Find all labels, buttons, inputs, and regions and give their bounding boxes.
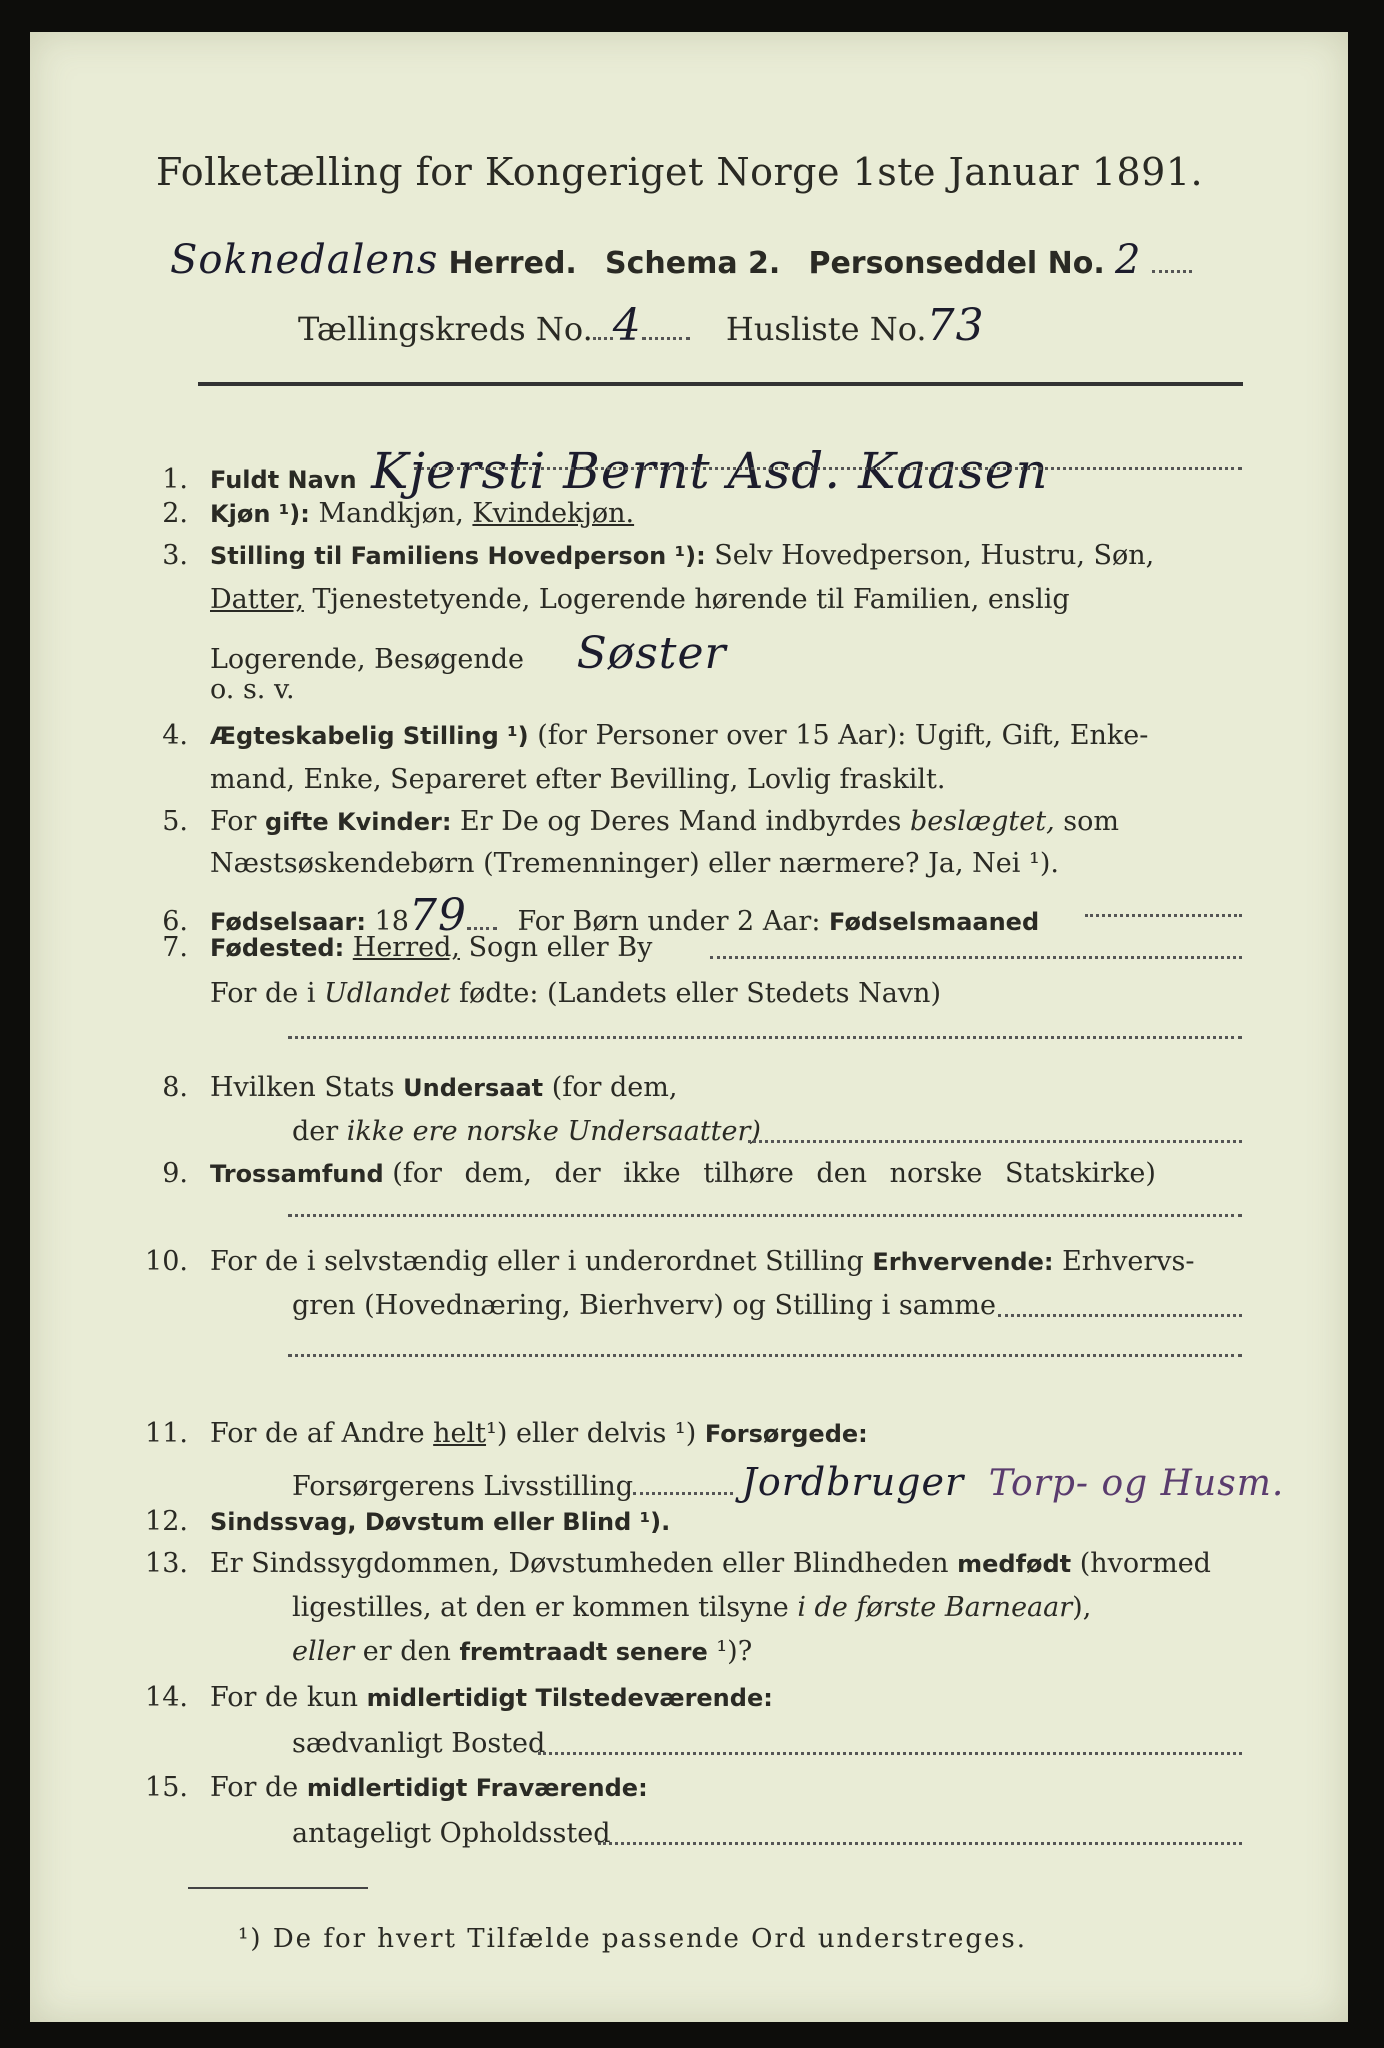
q9-text: (for dem, der ikke tilhøre den norske Statskirke) — [392, 1158, 1156, 1189]
q11-answer-2: Torp- og Husm. — [988, 1463, 1285, 1504]
q2-row — [140, 498, 634, 529]
q14-text-a: For de kun — [210, 1682, 358, 1713]
q12-number: 12. — [145, 1506, 188, 1537]
dot-leader — [1152, 262, 1192, 273]
q4-number: 4. — [162, 720, 188, 751]
q15-number: 15. — [145, 1772, 188, 1803]
q9-row — [140, 1158, 1156, 1189]
q3-text-3: Logerende, Besøgende — [210, 644, 524, 675]
q1-number: 1. — [162, 464, 188, 495]
dot-leader — [642, 329, 690, 340]
q6-label: Fødselsaar: — [210, 908, 366, 936]
q13-text-a: Er Sindssygdommen, Døvstumheden eller Blindheden — [210, 1548, 949, 1579]
q14-label: midlertidigt Tilstedeværende: — [366, 1684, 773, 1712]
q11-row-2 — [292, 1460, 1284, 1504]
q11-label: Forsørgede: — [704, 1420, 868, 1448]
q7-label: Fødested: — [210, 934, 345, 962]
dot-leader — [633, 1484, 733, 1495]
q10-answer-line — [288, 1354, 1242, 1357]
q11-text-a: For de af Andre — [210, 1418, 425, 1449]
schema-label: Schema 2. — [604, 246, 781, 281]
herred-answer: Soknedalens — [170, 237, 439, 283]
q10-row — [140, 1246, 1194, 1277]
q1-dot-leader — [414, 467, 1242, 470]
q5-text-2: Næstsøskendebørn (Tremenninger) eller nærmere? Ja, Nei ¹). — [210, 848, 1059, 879]
q6-text: For Børn under 2 Aar: — [517, 906, 821, 937]
q10-text-a: For de i selvstændig eller i underordnet Stilling — [210, 1246, 864, 1277]
q4-row — [140, 720, 1148, 751]
herred-label: Herred. — [448, 246, 577, 281]
q14-text-2: sædvanligt Bosted — [292, 1728, 546, 1759]
personseddel-label: Personseddel No. — [808, 246, 1105, 281]
q8-text-b: (for dem, — [551, 1072, 678, 1103]
q2-number: 2. — [162, 498, 188, 529]
q5-text-italic: beslægtet, — [909, 806, 1055, 837]
q11-row — [140, 1418, 868, 1449]
q13-label: medfødt — [957, 1550, 1072, 1578]
q15-dot-leader — [598, 1842, 1242, 1845]
q15-text-2: antageligt Opholdssted — [292, 1818, 611, 1849]
q1-row — [140, 442, 1049, 500]
q4-label: Ægteskabelig Stilling ¹) — [210, 722, 529, 750]
header-rule — [198, 382, 1243, 386]
kreds-answer: 4 — [612, 300, 642, 351]
kreds-label: Tællingskreds No. — [298, 310, 593, 348]
q8-number: 8. — [162, 1072, 188, 1103]
q13-text-2b: ), — [1072, 1592, 1092, 1623]
q3-text-4: o. s. v. — [210, 674, 295, 705]
q7-dot-leader — [710, 956, 1242, 959]
q13-text-3a: er den — [362, 1636, 451, 1667]
q15-row — [140, 1772, 648, 1803]
q7-option-herred: Herred, — [352, 932, 460, 963]
q8-text-2a: der — [292, 1116, 339, 1147]
q6-dot-leader — [1085, 914, 1242, 917]
q13-text-3-italic: eller — [292, 1636, 355, 1667]
q11-text-2: Forsørgerens Livsstilling — [292, 1471, 634, 1502]
q12-label: Sindssvag, Døvstum eller Blind ¹). — [210, 1508, 671, 1536]
q10-number: 10. — [145, 1246, 188, 1277]
q9-answer-line — [288, 1214, 1242, 1217]
q5-number: 5. — [162, 806, 188, 837]
q11-option-helt: helt — [433, 1418, 487, 1449]
q3-text-1: Selv Hovedperson, Hustru, Søn, — [714, 540, 1155, 571]
q11-number: 11. — [145, 1418, 188, 1449]
q13-label-3: fremtraadt senere — [459, 1638, 708, 1666]
header-line-1 — [170, 237, 1192, 283]
q13-number: 13. — [145, 1548, 188, 1579]
personseddel-answer: 2 — [1114, 237, 1142, 283]
q7-text-italic: Udlandet — [324, 978, 451, 1009]
q8-text-italic: ikke ere norske Undersaatter) — [346, 1116, 761, 1147]
dot-leader — [467, 919, 497, 930]
q8-label: Undersaat — [403, 1074, 544, 1102]
q7-row — [140, 932, 652, 963]
q3-row-2 — [210, 584, 1070, 615]
q10-dot-leader — [998, 1314, 1242, 1317]
q13-text-italic: i de første Barneaar — [797, 1592, 1073, 1623]
q7-text: Sogn eller By — [468, 932, 653, 963]
q7-row-2 — [210, 978, 941, 1009]
q3-label: Stilling til Familiens Hovedperson ¹): — [210, 542, 706, 570]
q5-text-1: Er De og Deres Mand indbyrdes — [460, 806, 902, 837]
footnote-rule — [188, 1887, 368, 1889]
husliste-label: Husliste No. — [725, 310, 927, 348]
q3-row-3 — [210, 628, 727, 679]
q15-label: midlertidigt Fraværende: — [306, 1774, 648, 1802]
q5-row — [140, 806, 1119, 837]
q7-number: 7. — [162, 932, 188, 963]
census-form-sheet — [30, 32, 1348, 2022]
form-title: Folketælling for Kongeriget Norge 1ste Januar 1891. — [156, 150, 1204, 194]
dot-leader — [593, 329, 613, 340]
q14-number: 14. — [145, 1682, 188, 1713]
q3-row — [140, 540, 1154, 571]
q13-row — [140, 1548, 1211, 1579]
q11-text-b: ¹) eller delvis ¹) — [486, 1418, 697, 1449]
q14-dot-leader — [538, 1752, 1242, 1755]
husliste-answer: 73 — [926, 300, 985, 351]
q9-number: 9. — [162, 1158, 188, 1189]
q13-text-3b: ¹)? — [716, 1636, 753, 1667]
q7-text-2b: fødte: (Landets eller Stedets Navn) — [458, 978, 941, 1009]
q12-row — [140, 1506, 670, 1537]
q13-text-2a: ligestilles, at den er kommen tilsyne — [292, 1592, 789, 1623]
q13-row-2 — [292, 1592, 1091, 1623]
q13-text-b: (hvormed — [1079, 1548, 1211, 1579]
q5-text-end: som — [1063, 806, 1119, 837]
q4-text-1: (for Personer over 15 Aar): Ugift, Gift, Enke- — [537, 720, 1149, 751]
q11-answer: Jordbruger — [741, 1460, 965, 1504]
q8-row — [140, 1072, 677, 1103]
q14-row — [140, 1682, 773, 1713]
q6-prefix: 18 — [374, 906, 409, 937]
q4-text-2: mand, Enke, Separeret efter Bevilling, Lovlig fraskilt. — [210, 764, 946, 795]
q3-text-2: Tjenestetyende, Logerende hørende til Familien, enslig — [312, 584, 1070, 615]
q8-dot-leader — [748, 1140, 1242, 1143]
q1-answer: Kjersti Bernt Asd. Kaasen — [371, 442, 1049, 500]
footnote: ¹) De for hvert Tilfælde passende Ord understreges. — [238, 1924, 1028, 1954]
q15-text-a: For de — [210, 1772, 299, 1803]
q7-text-2a: For de i — [210, 978, 316, 1009]
q2-option-male: Mandkjøn, — [318, 498, 464, 529]
q3-answer: Søster — [576, 628, 727, 679]
q9-label: Trossamfund — [210, 1160, 384, 1188]
q13-row-3 — [292, 1636, 752, 1667]
q2-label: Kjøn ¹): — [210, 500, 310, 528]
q8-text-a: Hvilken Stats — [210, 1072, 395, 1103]
header-line-2 — [298, 300, 985, 351]
q10-text-b: Erhvervs- — [1062, 1246, 1195, 1277]
q6-label-2: Fødselsmaaned — [829, 908, 1040, 936]
q2-option-female: Kvindekjøn. — [472, 498, 635, 529]
q1-label: Fuldt Navn — [210, 466, 357, 494]
q10-text-2: gren (Hovednæring, Bierhverv) og Stilling i samme — [292, 1290, 997, 1321]
q3-option-datter: Datter, — [210, 584, 304, 615]
q6-answer: 79 — [408, 890, 467, 941]
q7-answer-line — [288, 1036, 1242, 1039]
q8-row-2 — [292, 1116, 761, 1147]
q3-number: 3. — [162, 540, 188, 571]
q6-number: 6. — [162, 906, 188, 937]
q5-text-a: For — [210, 806, 257, 837]
q10-label: Erhvervende: — [872, 1248, 1054, 1276]
q5-label: gifte Kvinder: — [265, 808, 452, 836]
